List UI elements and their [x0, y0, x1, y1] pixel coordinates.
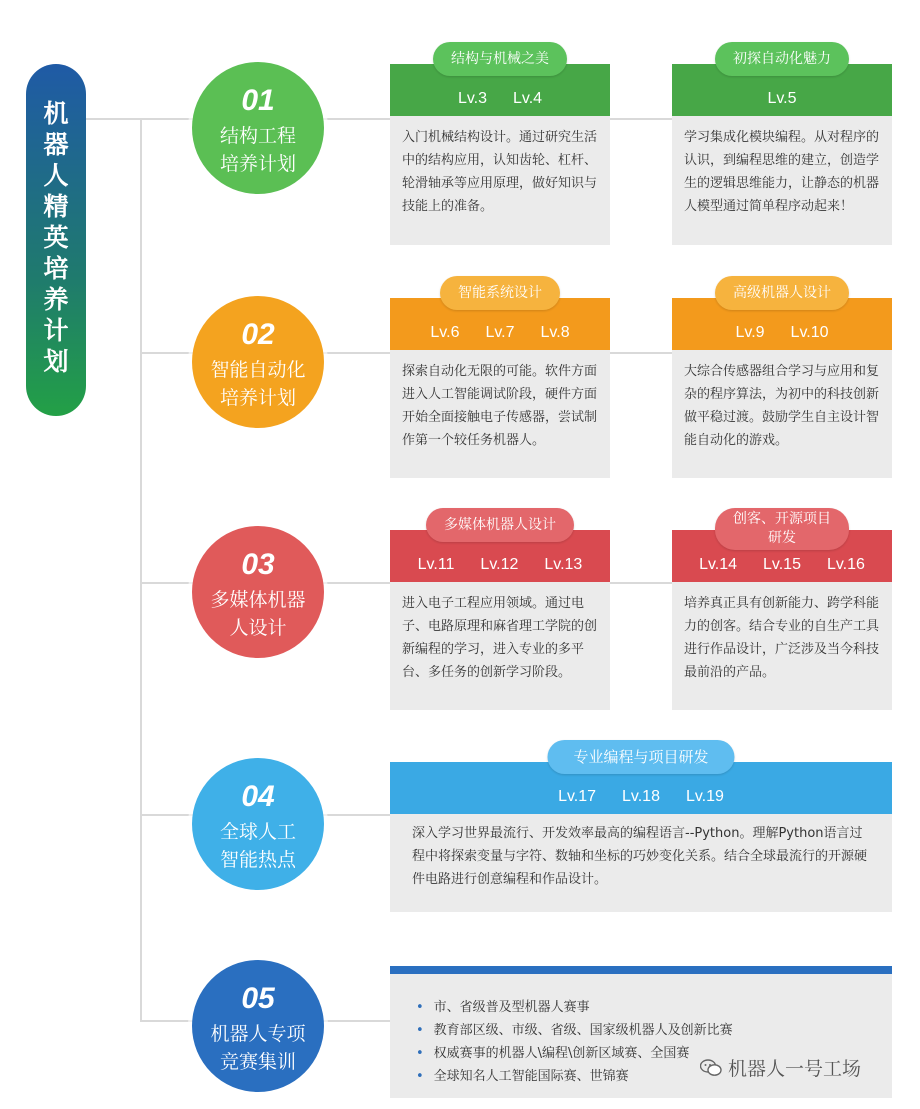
stage-number: 02: [241, 318, 275, 351]
card-header: [672, 51, 892, 116]
list-item: • 市、省级普及型机器人赛事: [416, 996, 892, 1019]
level-list: Lv.9 Lv.10: [735, 324, 829, 341]
card-description: 进入电子工程应用领域。通过电子、电路原理和麻省理工学院的创新编程的学习，进入专业的多平台、多任务的创新学习阶段。: [402, 596, 598, 680]
level-list: Lv.14 Lv.15 Lv.16: [699, 556, 865, 573]
side-title: [26, 64, 86, 416]
card-header: [672, 511, 892, 582]
stage-name: 多媒体机器 人设计: [210, 589, 306, 639]
list-item: • 全球知名人工智能国际赛、世锦赛: [416, 1065, 892, 1088]
course-card-1: [390, 51, 610, 245]
stage-name: 全球人工 智能热点: [219, 821, 296, 871]
card-header: [390, 748, 892, 814]
side-title-char: 精: [43, 192, 69, 221]
card-title: 结构与机械之美: [433, 42, 567, 76]
card-description: 入门机械结构设计。通过研究生活中的结构应用，认知齿轮、杠杆、轮滑轴承等应用原理，做好知识与技能上的准备。: [402, 130, 598, 214]
title-connector: [86, 118, 140, 120]
stage-circle-4: [192, 758, 324, 890]
course-card-7: [390, 748, 892, 912]
stage-number: 04: [241, 780, 275, 813]
side-title-char: 培: [43, 254, 69, 283]
card-header: [672, 285, 892, 350]
level-list: Lv.3 Lv.4: [457, 90, 543, 107]
course-card-4: [672, 285, 892, 478]
card-description: 探索自动化无限的可能。软件方面进入人工智能调试阶段，硬件方面开始全面接触电子传感器，尝试制作第一个较任务机器人。: [402, 364, 598, 448]
stage-name: 机器人专项 竞赛集训: [210, 1023, 306, 1073]
side-title-char: 养: [43, 285, 69, 314]
trunk-line: [140, 118, 142, 1020]
stage-circle-1: [192, 62, 324, 194]
card-title: 高级机器人设计: [715, 276, 849, 310]
row-line-1: [610, 118, 672, 120]
side-title-char: 英: [43, 223, 69, 252]
card-title: 初探自动化魅力: [715, 42, 849, 76]
stage-number: 01: [241, 84, 275, 117]
side-title-char: 人: [43, 161, 69, 190]
side-title-char: 计: [43, 316, 69, 345]
stage-number: 03: [241, 548, 275, 581]
side-title-char: 机: [43, 99, 69, 128]
level-list: Lv.17 Lv.18 Lv.19: [558, 788, 724, 805]
card-description: 深入学习世界最流行、开发效率最高的编程语言--Python。理解Python语言过程中将探索变量与字符、数轴和坐标的巧妙变化关系。结合全球最流行的开源硬件电路进行创意编程和作品设计。: [412, 826, 868, 887]
card-header: [390, 285, 610, 350]
list-item: • 教育部区级、市级、省级、国家级机器人及创新比赛: [416, 1019, 892, 1042]
stage-circle-5: [192, 960, 324, 1092]
card-title: 多媒体机器人设计: [426, 508, 574, 542]
course-card-3: [390, 285, 610, 478]
stage-name: 结构工程 培养计划: [219, 125, 296, 175]
card-title: 智能系统设计: [440, 276, 560, 310]
level-list: Lv.6 Lv.7 Lv.8: [430, 324, 570, 341]
course-card-5: [390, 517, 610, 710]
level-list: Lv.5: [767, 90, 797, 107]
course-card-6: [672, 511, 892, 710]
side-title-char: 器: [43, 130, 69, 159]
row-line-2: [610, 352, 672, 354]
card-title: 专业编程与项目研发: [547, 740, 734, 774]
card-header: [390, 517, 610, 582]
card-description: 大综合传感器组合学习与应用和复杂的程序算法，为初中的科技创新做平稳过渡。鼓励学生自主设计智能自动化的游戏。: [684, 364, 880, 448]
stage-circle-2: [192, 296, 324, 428]
level-list: Lv.11 Lv.12 Lv.13: [417, 556, 583, 573]
side-title-char: 划: [43, 347, 69, 376]
card-header: [390, 51, 610, 116]
competition-header-bar: [390, 966, 892, 974]
card-title: 创客、开源项目 研发: [715, 508, 849, 550]
card-description: 学习集成化模块编程。从对程序的认识，到编程思维的建立，创造学生的逻辑思维能力，让静态的机器人模型通过简单程序动起来！: [684, 130, 880, 214]
stage-number: 05: [241, 982, 275, 1015]
row-line-3: [610, 582, 672, 584]
stage-circle-3: [192, 526, 324, 658]
watermark: [700, 1054, 861, 1081]
wechat-icon: [700, 1059, 722, 1077]
watermark-text: 机器人一号工场: [728, 1058, 862, 1080]
list-item: • 权威赛事的机器人\编程\创新区域赛、全国赛: [416, 1042, 892, 1065]
course-card-2: [672, 51, 892, 245]
card-description: 培养真正具有创新能力、跨学科能力的创客。结合专业的自生产工具进行作品设计，广泛涉及当今科技最前沿的产品。: [684, 596, 880, 680]
stage-name: 智能自动化 培养计划: [210, 359, 306, 409]
